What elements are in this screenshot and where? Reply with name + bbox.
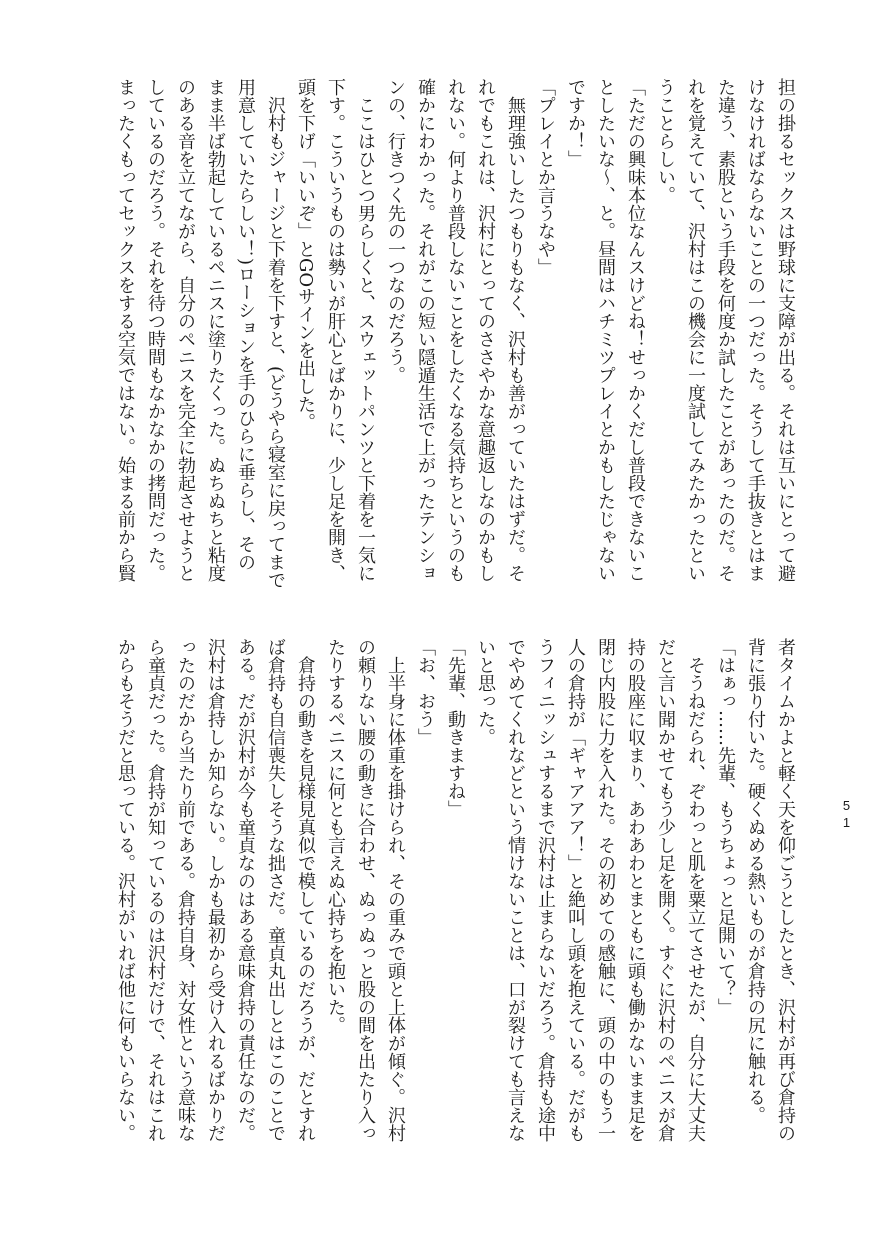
text-column: たりするペニスに何とも言えぬ心持ちを抱いた。 [325,638,346,1034]
text-column: れない。何より普段しないことをしたくなる気持ちというのも [445,78,466,582]
text-column: ある。だが沢村が今も童貞なのはある意味倉持の責任なのだ。 [235,638,256,1142]
text-column: うことらしい。 [655,78,676,204]
text-column: の頼りない腰の動きに合わせ、ぬっぬっと股の間を出たり入っ [355,638,376,1142]
text-column: ったのだから当たり前である。倉持自身、対女性という意味な [175,638,196,1142]
text-column: 「お、おう」 [415,638,436,746]
text-column: 確かにわかった。それがこの短い隠遁生活で上がったテンショ [415,78,436,582]
text-column: うフィニッシュするまで沢村は止まらないだろう。倉持も途中 [535,638,556,1142]
text-column: でやめてくれなどという情けないことは、口が裂けても言えな [505,638,526,1142]
text-column: ら童貞だった。倉持が知っているのは沢村だけで、それはこれ [145,638,166,1142]
text-column: けなければならないことの一つだった。そうして手抜きとはま [745,78,766,582]
text-column: そうねだられ、ぞわっと肌を粟立てさせたが、自分に大丈夫 [685,638,706,1142]
text-column: だと言い聞かせてもう少し足を開く。すぐに沢村のペニスが倉 [655,638,676,1142]
text-column: 者タイムかよと軽く天を仰ごうとしたとき、沢村が再び倉持の [775,638,796,1142]
text-column: ここはひとつ男らしくと、スウェットパンツと下着を一気に [355,78,376,582]
text-column: 倉持の動きを見様見真似で模しているのだろうが、だとすれ [295,638,316,1142]
text-column: のある音を立てながら、自分のペニスを完全に勃起させようと [175,78,196,582]
text-column: 閉じ内股に力を入れた。その初めての感触に、頭の中のもう一 [595,638,616,1142]
text-column: 「ただの興味本位なんスけどね！せっかくだし普段できないこ [625,78,646,582]
text-block-bottom [110,638,800,1188]
text-column: ですか！」 [565,78,586,168]
text-column: 頭を下げ「いいぞ」とGOサインを出した。 [295,78,316,432]
text-column: れを覚えていて、沢村はこの機会に一度試してみたかったとい [685,78,706,582]
text-column: 沢村もジャージと下着を下すと、(どうやら寝室に戻ってまで [265,78,286,590]
text-column: 人の倉持が「ギャアアア！」と絶叫し頭を抱えている。だがも [565,638,586,1142]
text-column: 用意していたらしい！)ローションを手のひらに垂らし、その [235,78,256,572]
text-column: 上半身に体重を掛けられ、その重みで頭と上体が傾ぐ。沢村 [385,638,406,1142]
text-column: としたいな～、と。昼間はハチミツプレイとかもしたじゃない [595,78,616,582]
page-number: 51 [839,798,854,832]
text-column: 下す。こういうものは勢いが肝心とばかりに、少し足を開き、 [325,78,346,582]
text-column: 背に張り付いた。硬くぬめる熱いものが倉持の尻に触れる。 [745,638,766,1124]
text-column: 「先輩、動きますね」 [445,638,466,818]
text-column: しているのだろう。それを待つ時間もなかなかの拷問だった。 [145,78,166,582]
text-column: た違う、素股という手段を何度か試したことがあったのだ。そ [715,78,736,582]
text-column: 担の掛るセックスは野球に支障が出る。それは互いにとって避 [775,78,796,582]
text-column: 持の股座に収まり、あわあわとまともに頭も働かないまま足を [625,638,646,1142]
text-column: ば倉持も自信喪失しそうな拙さだ。童貞丸出しとはこのことで [265,638,286,1142]
text-column: 無理強いしたつもりもなく、沢村も善がっていたはずだ。そ [505,78,526,582]
text-column: からもそうだと思っている。沢村がいれば他に何もいらない。 [115,638,136,1142]
text-column: 「はぁっ……先輩、もうちょっと足開いて？」 [715,638,736,1016]
text-column: いと思った。 [475,638,496,746]
text-column: ンの、行きつく先の一つなのだろう。 [385,78,406,384]
text-column: れでもこれは、沢村にとってのささやかな意趣返しなのかもし [475,78,496,582]
text-column: まったくもってセックスをする空気ではない。始まる前から賢 [115,78,136,582]
text-column: まま半ば勃起しているペニスに塗りたくった。ぬちぬちと粘度 [205,78,226,582]
text-block-top [110,78,800,628]
text-column: 沢村は倉持しか知らない。しかも最初から受け入れるばかりだ [205,638,226,1142]
text-column: 「プレイとか言うなや」 [535,78,556,276]
